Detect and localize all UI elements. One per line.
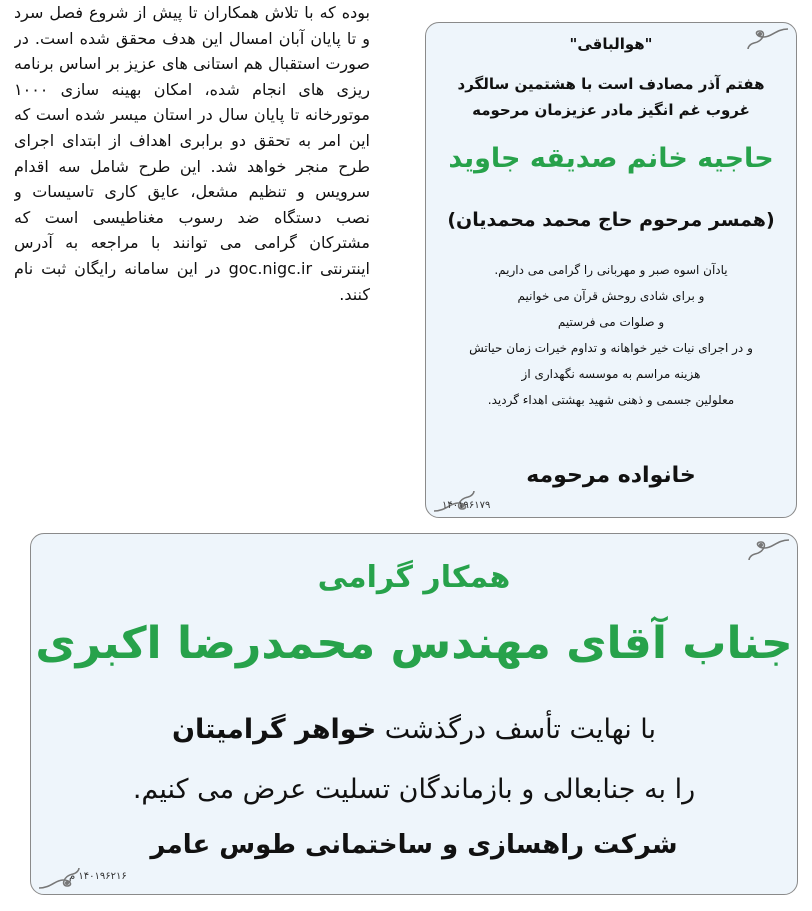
poem-line: هزینه مراسم به موسسه نگهداری از xyxy=(521,367,701,381)
condolence-line1 xyxy=(31,714,797,745)
spouse-line: (همسر مرحوم حاج محمد محمدیان) xyxy=(447,209,775,231)
poem-line: و برای شادی روحش قرآن می خوانیم xyxy=(517,289,705,303)
memorial-intro-line2: غروب غم انگیز مادر عزیزمان مرحومه xyxy=(472,101,750,119)
condolence-recipient: جناب آقای مهندس محمدرضا اکبری xyxy=(35,618,793,669)
condolence-line1-prefix: با نهایت تأسف درگذشت xyxy=(384,714,657,745)
poem-line: و در اجرای نیات خیر خواهانه و تداوم خیرات زمان حیاتش xyxy=(469,341,753,355)
memorial-heading: "هوالباقی" xyxy=(569,35,653,53)
poem-line: و صلوات می فرستیم xyxy=(557,315,665,329)
memorial-signature: خانواده مرحومه xyxy=(526,463,696,488)
poem-line: معلولین جسمی و ذهنی شهید بهشتی اهداء گردید. xyxy=(487,393,735,407)
condolence-title: همکار گرامی xyxy=(317,560,511,595)
condolence-line1-bold: خواهر گرامیتان xyxy=(171,714,377,745)
condolence-notice xyxy=(30,533,798,895)
condolence-company: شرکت راهسازی و ساختمانی طوس عامر xyxy=(150,830,678,860)
condolence-ad-code: ۱۴۰۱۹۶۲۱۶ م xyxy=(69,871,127,882)
memorial-intro-line1: هفتم آذر مصادف است با هشتمین سالگرد xyxy=(457,75,765,93)
article-text: بوده که با تلاش همکاران تا پیش از شروع فصل سرد و تا پایان آبان امسال این هدف محقق شده است. در صورت استقبال هم استانی های عزیز بر اساس برنامه ریزی های انجام شده، امکان بهینه سازی ۱۰۰۰ موتورخانه تا پایان سال در استان میسر شده است که این امر به تحقق دو برابری اهداف از ابتدای اجرای طرح منجر خواهد شد. این طرح شامل سه اقدام سرویس و تنظیم مشعل، عایق کاری تاسیسات و نصب دستگاه ضد رسوب مغناطیسی است که مشترکان گرامی می توانند با مراجعه به آدرس اینترنتی goc.nigc.ir در این سامانه رایگان ثبت نام کنند. xyxy=(14,3,370,304)
memorial-poem xyxy=(426,257,796,413)
memorial-ad-code: ۱۴۰۱۹۶۱۷۹ xyxy=(442,500,491,511)
deceased-name: حاجیه خانم صدیقه جاوید xyxy=(448,143,774,174)
poem-line: یادآن اسوه صبر و مهربانی را گرامی می داریم. xyxy=(494,263,728,277)
condolence-line2: را به جنابعالی و بازماندگان تسلیت عرض می کنیم. xyxy=(132,774,696,805)
floral-corner-icon xyxy=(747,538,791,562)
memorial-notice xyxy=(425,22,797,518)
